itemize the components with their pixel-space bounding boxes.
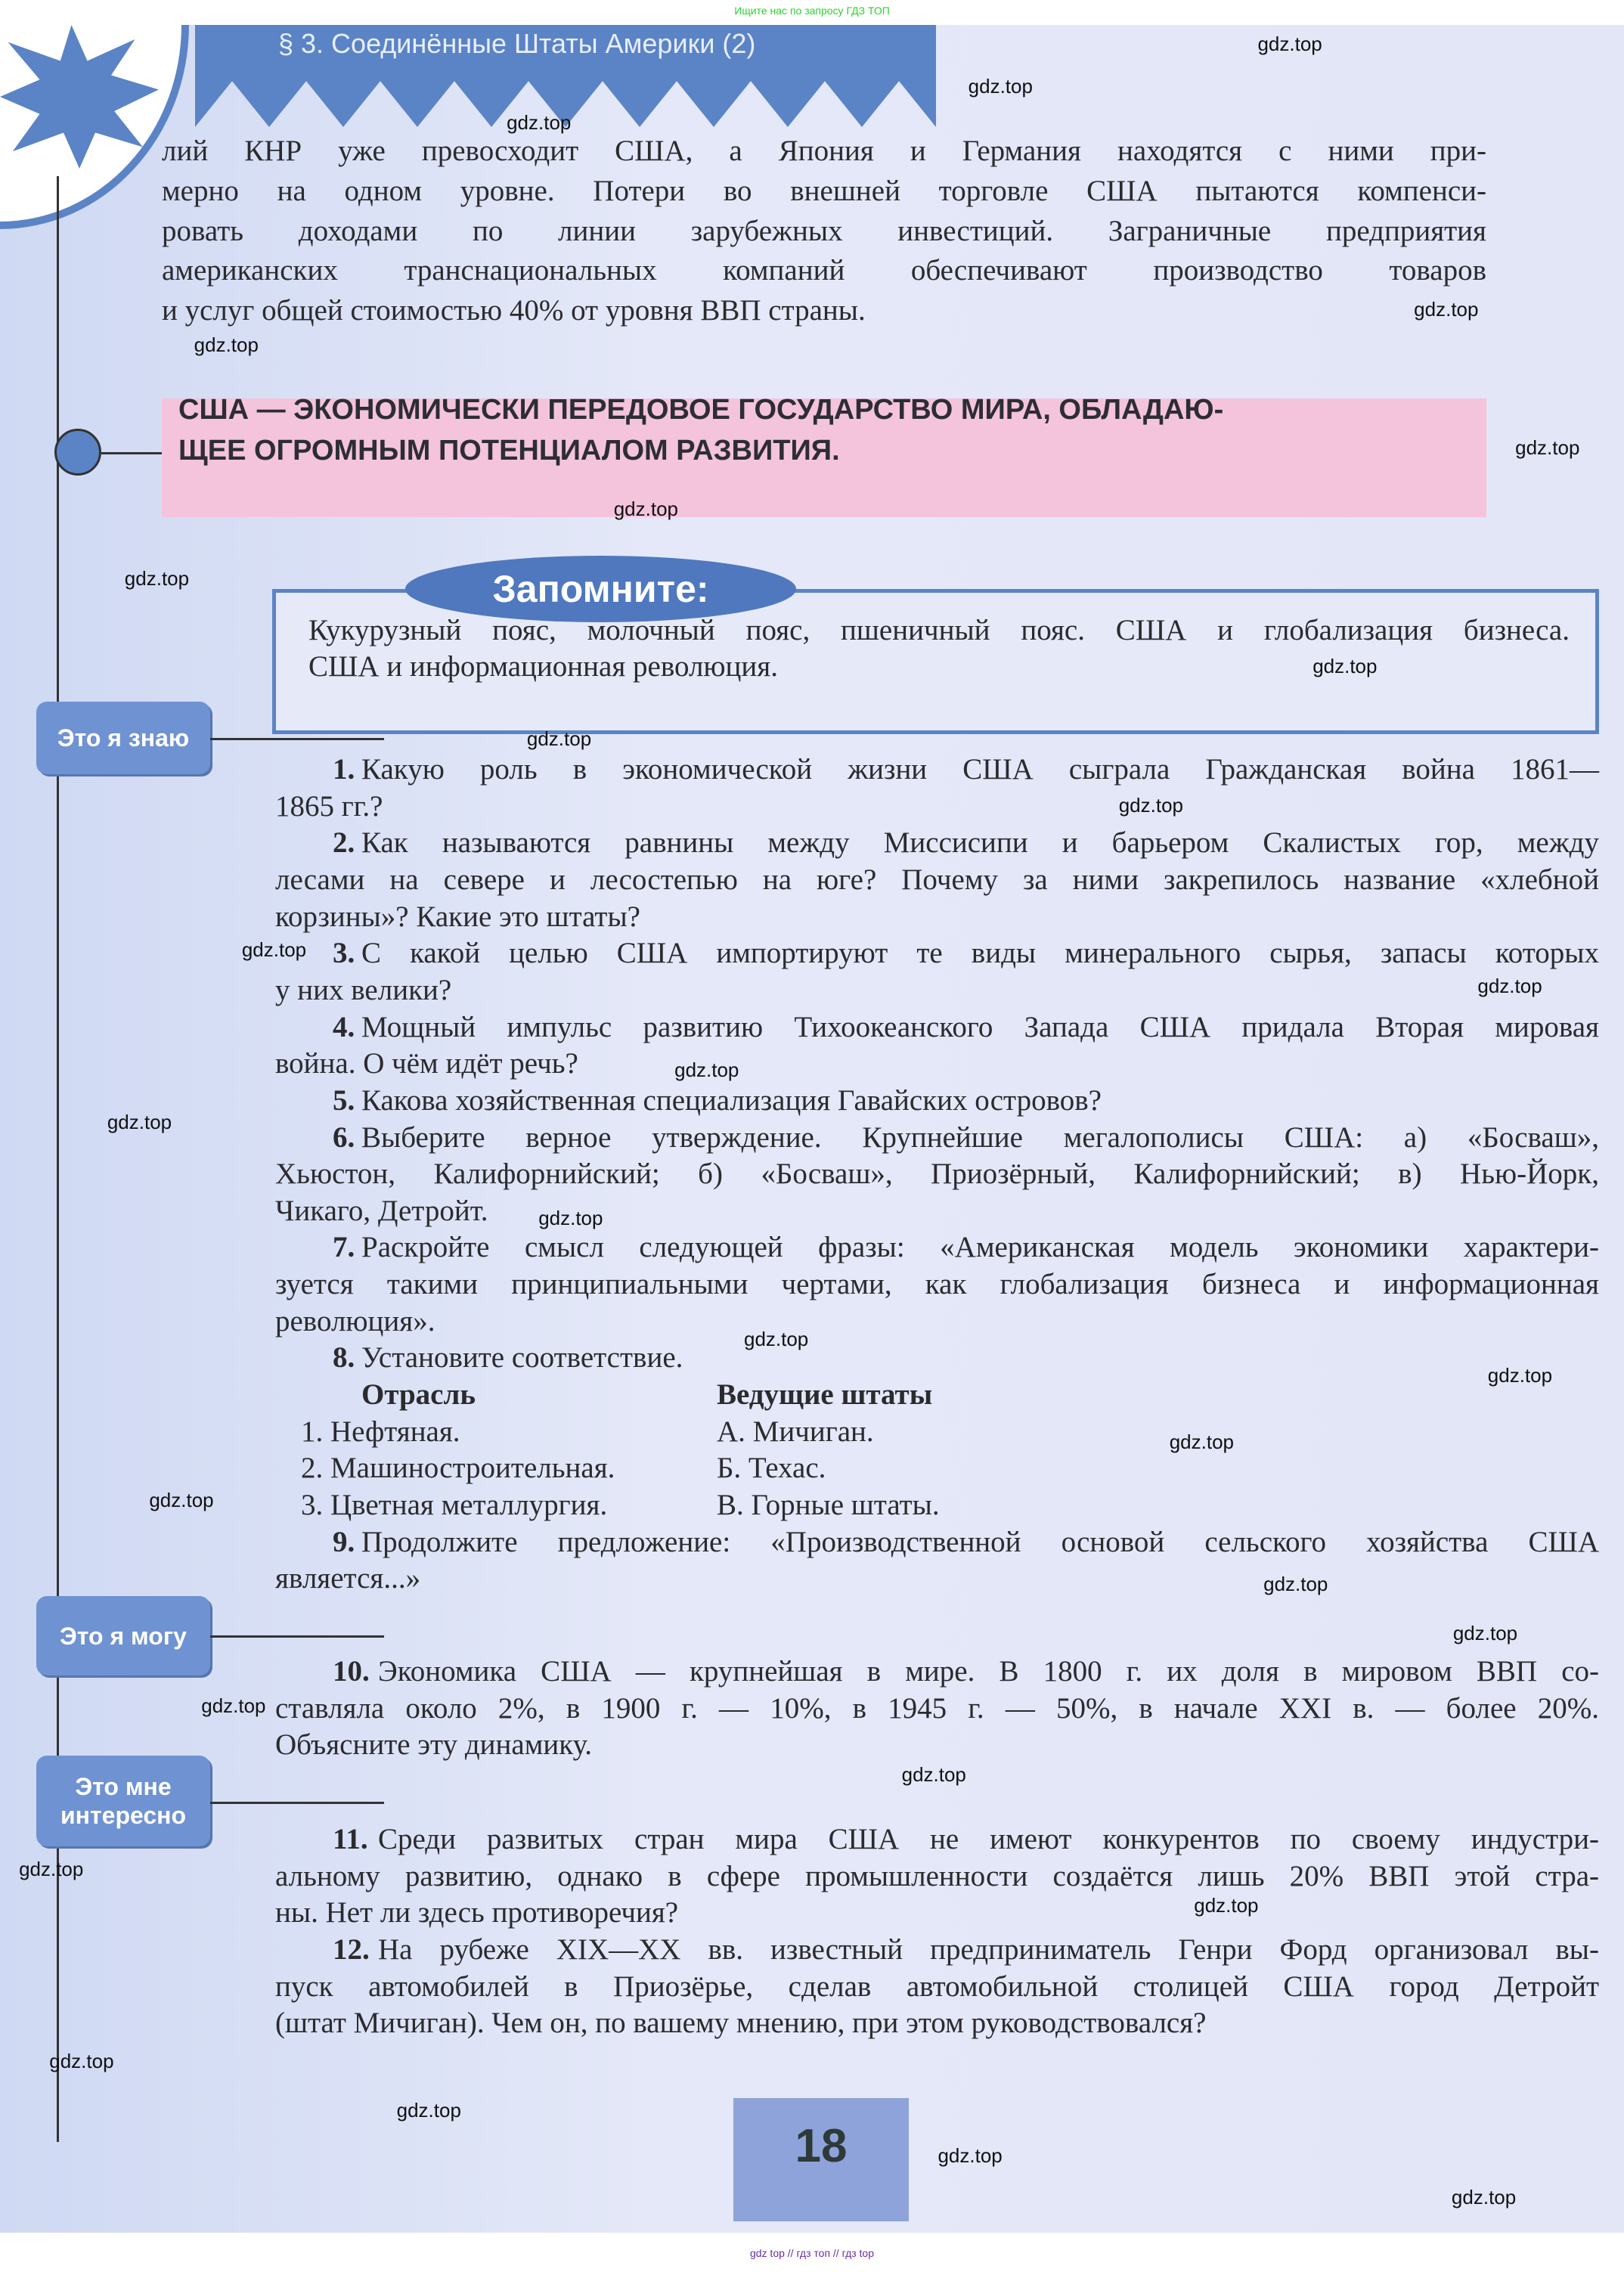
question-text: Среди развитых стран мира США не имеют конкурентов по своему индустри- xyxy=(378,1823,1599,1855)
section-title: § 3. Соединённые Штаты Америки (2) xyxy=(278,28,756,59)
question-text: Продолжите предложение: «Производственной основой сельского хозяйства США xyxy=(361,1525,1599,1558)
watermark-text: gdz.top xyxy=(968,74,1033,98)
bullet-circle-icon xyxy=(54,429,101,476)
watermark-text: gdz.top xyxy=(124,566,190,590)
question-text: Установите соответствие. xyxy=(361,1341,683,1375)
question-number: 11. xyxy=(333,1823,368,1855)
table-cell-industry: 2. Машиностроительная. xyxy=(301,1452,615,1485)
question-text: является...» xyxy=(275,1562,421,1595)
watermark-text: gdz.top xyxy=(1414,297,1479,321)
key-statement-line: ЩЕЕ ОГРОМНЫМ ПОТЕНЦИАЛОМ РАЗВИТИЯ. xyxy=(178,435,840,466)
watermark-text: gdz.top xyxy=(1477,975,1542,998)
question-number: 10. xyxy=(333,1655,370,1688)
watermark-text: gdz.top xyxy=(1515,436,1580,460)
watermark-text: gdz.top xyxy=(613,497,679,520)
margin-rule xyxy=(57,176,59,2142)
key-statement-line: США — ЭКОНОМИЧЕСКИ ПЕРЕДОВОЕ ГОСУДАРСТВО МИРА, ОБЛАДАЮ- xyxy=(178,394,1224,426)
question-text: На рубеже XIX—XX вв. известный предприниматель Генри Форд организовал вы- xyxy=(378,1933,1599,1966)
watermark-text: gdz.top xyxy=(241,938,307,962)
watermark-text: gdz.top xyxy=(1257,33,1322,56)
question-text: Объясните эту динамику. xyxy=(275,1728,593,1762)
watermark-text: gdz.top xyxy=(743,1328,809,1351)
question-text: революция». xyxy=(275,1304,435,1337)
question-text: Выберите верное утверждение. Крупнейшие мегалополисы США: а) «Босваш», xyxy=(361,1121,1599,1154)
watermark-text: gdz.top xyxy=(396,2099,461,2122)
question-text: война. О чём идёт речь? xyxy=(275,1047,578,1080)
connector-line xyxy=(101,452,162,454)
side-label-interesting: Это мне интересно xyxy=(36,1756,210,1846)
watermark-text: gdz.top xyxy=(201,1694,266,1717)
table-cell-industry: 3. Цветная металлургия. xyxy=(301,1489,608,1521)
question-text: у них велики? xyxy=(275,973,452,1006)
watermark-text: gdz.top xyxy=(19,1857,84,1880)
question-text: 1865 гг.? xyxy=(275,789,383,823)
remember-line: США и информационная революция. xyxy=(308,650,778,683)
question-text: зуется такими принципиальными чертами, как глобализация бизнеса и информационная xyxy=(275,1268,1599,1301)
remember-title: Запомните: xyxy=(405,556,796,622)
page-number: 18 xyxy=(733,2098,909,2221)
question-text: ставляла около 2%, в 1900 г. — 10%, в 1945 г. — 50%, в начале XXI в. — более 20%. xyxy=(275,1691,1599,1725)
intro-line: мерно на одном уровне. Потери во внешней торговле США пытаются компенси- xyxy=(162,174,1486,207)
question-text: С какой целью США импортируют те виды минерального сырья, запасы которых xyxy=(361,937,1599,970)
watermark-text: gdz.top xyxy=(107,1111,172,1134)
question-number: 12. xyxy=(333,1933,370,1966)
watermark-text: gdz.top xyxy=(938,2143,1003,2167)
intro-line: лий КНР уже превосходит США, а Япония и Германия находятся с ними при- xyxy=(162,135,1486,167)
intro-line: ровать доходами по линии зарубежных инвестиций. Заграничные предприятия xyxy=(162,214,1486,247)
question-text: Мощный импульс развитию Тихоокеанского Запада США придала Вторая мировая xyxy=(361,1010,1599,1043)
question-text: Чикаго, Детройт. xyxy=(275,1194,488,1227)
watermark-text: gdz.top xyxy=(194,333,259,357)
remember-line: Кукурузный пояс, молочный пояс, пшеничный пояс. США и глобализация бизнеса. xyxy=(308,614,1570,646)
question-text: (штат Мичиган). Чем он, по вашему мнению, при этом руководствовался? xyxy=(275,2007,1207,2040)
question-text: альному развитию, однако в сфере промышленности создаётся лишь 20% ВВП этой стра- xyxy=(275,1859,1599,1892)
question-number: 9. xyxy=(333,1525,355,1558)
table-cell-states: Б. Техас. xyxy=(717,1452,826,1485)
table-cell-states: А. Мичиган. xyxy=(717,1415,874,1448)
question-number: 2. xyxy=(333,826,355,860)
side-label-rule xyxy=(210,1802,384,1804)
watermark-text: gdz.top xyxy=(507,110,572,134)
watermark-text: gdz.top xyxy=(1452,1621,1518,1644)
watermark-text: gdz.top xyxy=(149,1488,214,1511)
question-text: Какова хозяйственная специализация Гавайских островов? xyxy=(361,1083,1102,1117)
intro-line: американских транснациональных компаний обеспечивают производство товаров xyxy=(162,254,1486,287)
watermark-text: gdz.top xyxy=(1194,1893,1259,1917)
watermark-text: gdz.top xyxy=(1118,794,1183,817)
watermark-text: gdz.top xyxy=(674,1059,739,1082)
question-number: 7. xyxy=(333,1231,355,1264)
side-label-can: Это я могу xyxy=(36,1596,210,1675)
watermark-text: gdz.top xyxy=(1451,2186,1517,2209)
top-search-note: Ищите нас по запросу ГДЗ ТОП xyxy=(734,5,890,17)
question-text: Раскройте смысл следующей фразы: «Американская модель экономики характери- xyxy=(361,1231,1599,1264)
table-header: Ведущие штаты xyxy=(717,1378,933,1412)
question-text: Какую роль в экономической жизни США сыграла Гражданская война 1861— xyxy=(361,753,1599,786)
side-label-know: Это я знаю xyxy=(36,702,210,774)
watermark-text: gdz.top xyxy=(1169,1430,1234,1454)
table-cell-industry: 1. Нефтяная. xyxy=(301,1415,460,1448)
bottom-note: gdz top // гдз топ // гдз top xyxy=(749,2247,875,2259)
watermark-text: gdz.top xyxy=(49,2050,114,2073)
watermark-text: gdz.top xyxy=(1313,655,1378,678)
question-number: 4. xyxy=(333,1010,355,1043)
side-label-rule xyxy=(210,1635,384,1638)
question-number: 3. xyxy=(333,937,355,970)
question-number: 6. xyxy=(333,1121,355,1154)
question-text: Экономика США — крупнейшая в мире. В 1800 г. их доля в мировом ВВП со- xyxy=(378,1655,1599,1688)
question-text: пуск автомобилей в Приозёрье, сделав автомобильной столицей США город Детройт xyxy=(275,1970,1599,2003)
question-number: 1. xyxy=(333,753,355,786)
intro-line: и услуг общей стоимостью 40% от уровня ВВП страны. xyxy=(162,294,866,327)
question-text: ны. Нет ли здесь противоречия? xyxy=(275,1896,679,1929)
watermark-text: gdz.top xyxy=(526,727,592,750)
textbook-page xyxy=(0,25,1624,2233)
question-text: лесами на севере и лесостепью на юге? Почему за ними закрепилось название «хлебной xyxy=(275,863,1599,896)
question-number: 5. xyxy=(333,1083,355,1117)
question-text: Хьюстон, Калифорнийский; б) «Босваш», Приозёрный, Калифорнийский; в) Нью-Йорк, xyxy=(275,1158,1599,1191)
question-text: Как называются равнины между Миссисипи и барьером Скалистых гор, между xyxy=(361,826,1599,860)
watermark-text: gdz.top xyxy=(901,1763,966,1787)
table-cell-states: В. Горные штаты. xyxy=(717,1489,940,1521)
side-label-rule xyxy=(210,738,384,740)
table-header: Отрасль xyxy=(361,1378,476,1412)
watermark-text: gdz.top xyxy=(1263,1572,1328,1595)
question-text: корзины»? Какие это штаты? xyxy=(275,900,640,933)
watermark-text: gdz.top xyxy=(538,1206,603,1229)
question-number: 8. xyxy=(333,1341,355,1375)
watermark-text: gdz.top xyxy=(1487,1364,1553,1387)
